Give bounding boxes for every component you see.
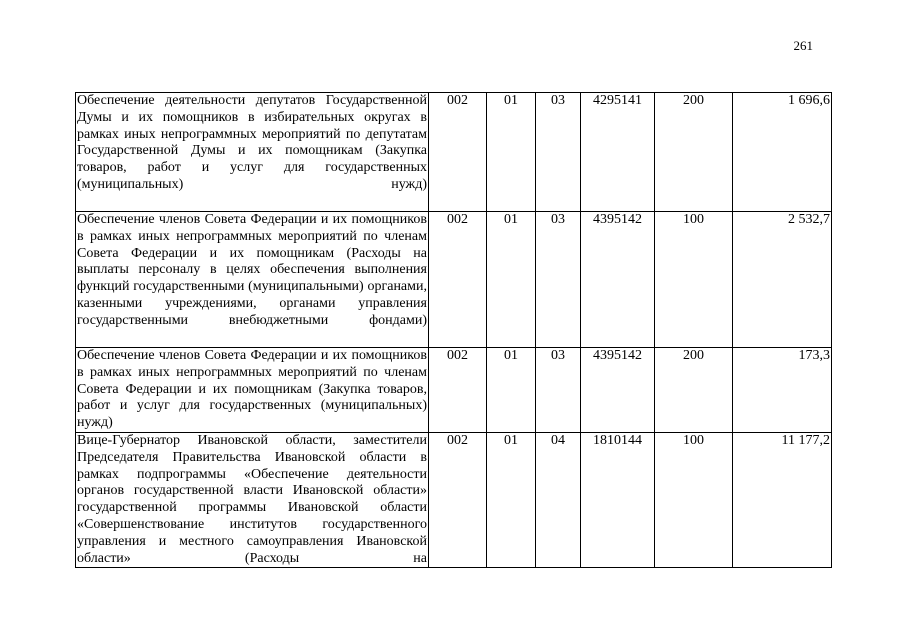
table-row xyxy=(76,93,832,212)
subsection-code: 04 xyxy=(536,433,581,568)
subsection-code: 03 xyxy=(536,93,581,212)
section-code: 01 xyxy=(487,348,536,433)
ministry-code: 002 xyxy=(429,93,487,212)
expense-type-code: 100 xyxy=(655,212,733,348)
expense-type-code: 100 xyxy=(655,433,733,568)
page-number: 261 xyxy=(793,38,813,53)
target-code: 4295141 xyxy=(581,93,655,212)
row-description: Обеспечение членов Совета Федерации и их помощников в рамках иных непрограммных мероприятий по членам Совета Федерации и их помощникам (Расходы на выплаты персоналу в целях обеспечения выполнения функций государственными (муниципальными) органами, казенными учреждениями, органами управления государственными внебюджетными фондами) xyxy=(76,212,429,348)
subsection-code: 03 xyxy=(536,348,581,433)
target-code: 1810144 xyxy=(581,433,655,568)
table-row xyxy=(76,348,832,433)
ministry-code: 002 xyxy=(429,348,487,433)
table-row xyxy=(76,433,832,568)
amount-value: 2 532,7 xyxy=(733,212,832,348)
table-row xyxy=(76,212,832,348)
row-description: Вице-Губернатор Ивановской области, заместители Председателя Правительства Ивановской области в рамках подпрограммы «Обеспечение деятельности органов государственной власти Ивановской области» государственной программы Ивановской области «Совершенствование институтов государственного управления и местного самоуправления Ивановской области» (Расходы на xyxy=(76,433,429,568)
target-code: 4395142 xyxy=(581,212,655,348)
section-code: 01 xyxy=(487,93,536,212)
row-description: Обеспечение деятельности депутатов Государственной Думы и их помощников в избирательных округах в рамках иных непрограммных мероприятий по депутатам Государственной Думы и их помощникам (Закупка товаров, работ и услуг для государственных (муниципальных) нужд) xyxy=(76,93,429,212)
amount-value: 173,3 xyxy=(733,348,832,433)
budget-table xyxy=(75,92,832,568)
subsection-code: 03 xyxy=(536,212,581,348)
row-description: Обеспечение членов Совета Федерации и их помощников в рамках иных непрограммных мероприятий по членам Совета Федерации и их помощникам (Закупка товаров, работ и услуг для государственных (муниципальных) нужд) xyxy=(76,348,429,433)
section-code: 01 xyxy=(487,433,536,568)
ministry-code: 002 xyxy=(429,212,487,348)
target-code: 4395142 xyxy=(581,348,655,433)
ministry-code: 002 xyxy=(429,433,487,568)
amount-value: 1 696,6 xyxy=(733,93,832,212)
section-code: 01 xyxy=(487,212,536,348)
expense-type-code: 200 xyxy=(655,93,733,212)
expense-type-code: 200 xyxy=(655,348,733,433)
amount-value: 11 177,2 xyxy=(733,433,832,568)
